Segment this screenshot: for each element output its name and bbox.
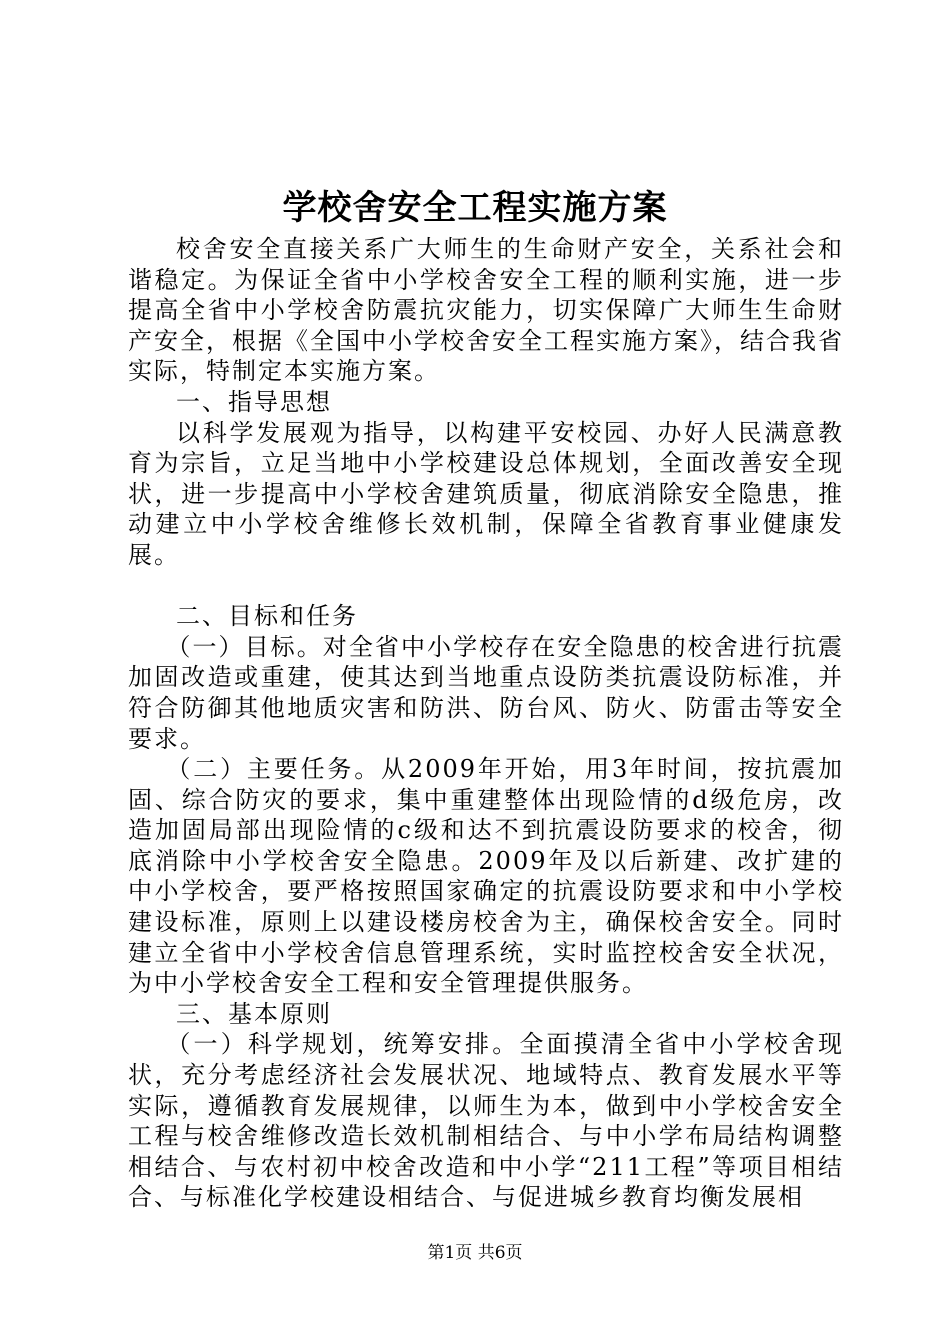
section-heading-guiding-ideology: 一、指导思想 [176,387,332,416]
page-number-footer: 第1页 共6页 [427,1243,523,1263]
section-heading-basic-principles: 三、基本原则 [176,999,332,1028]
main-tasks-paragraph: （二）主要任务。从2009年开始，用3年时间，按抗震加固、综合防灾的要求，集中重建整体出现险情的d级危房，改造加固局部出现险情的c级和达不到抗震设防要求的校舍，彻底消除中小学校舍安全隐患。2009年及以后新建、改扩建的中小学校舍，要严格按照国家确定的抗震设防要求和中小学校建设标准，原则上以建设楼房校舍为主，确保校舍安全。同时建立全省中小学校舍信息管理系统，实时监控校舍安全状况，为中小学校舍安全工程和安全管理提供服务。 [128,755,844,998]
guiding-ideology-paragraph: 以科学发展观为指导，以构建平安校园、办好人民满意教育为宗旨，立足当地中小学校建设总体规划，全面改善安全现状，进一步提高中小学校舍建筑质量，彻底消除安全隐患，推动建立中小学校舍维修长效机制，保障全省教育事业健康发展。 [128,418,844,569]
goals-paragraph: （一）目标。对全省中小学校存在安全隐患的校舍进行抗震加固改造或重建，使其达到当地重点设防类抗震设防标准，并符合防御其他地质灾害和防洪、防台风、防火、防雷击等安全要求。 [128,632,844,753]
document-body [128,234,844,1213]
principle-planning-paragraph: （一）科学规划，统筹安排。全面摸清全省中小学校舍现状，充分考虑经济社会发展状况、地域特点、教育发展水平等实际，遵循教育发展规律，以师生为本，做到中小学校舍安全工程与校舍维修改造长效机制相结合、与中小学布局结构调整相结合、与农村初中校舍改造和中小学“211工程”等项目相结合、与标准化学校建设相结合、与促进城乡教育均衡发展相 [128,1030,844,1212]
intro-paragraph: 校舍安全直接关系广大师生的生命财产安全，关系社会和谐稳定。为保证全省中小学校舍安全工程的顺利实施，进一步提高全省中小学校舍防震抗灾能力，切实保障广大师生生命财产安全，根据《全国中小学校舍安全工程实施方案》，结合我省实际，特制定本实施方案。 [128,235,844,386]
document-title: 学校舍安全工程实施方案 [282,188,668,228]
section-heading-goals-tasks: 二、目标和任务 [176,602,358,631]
